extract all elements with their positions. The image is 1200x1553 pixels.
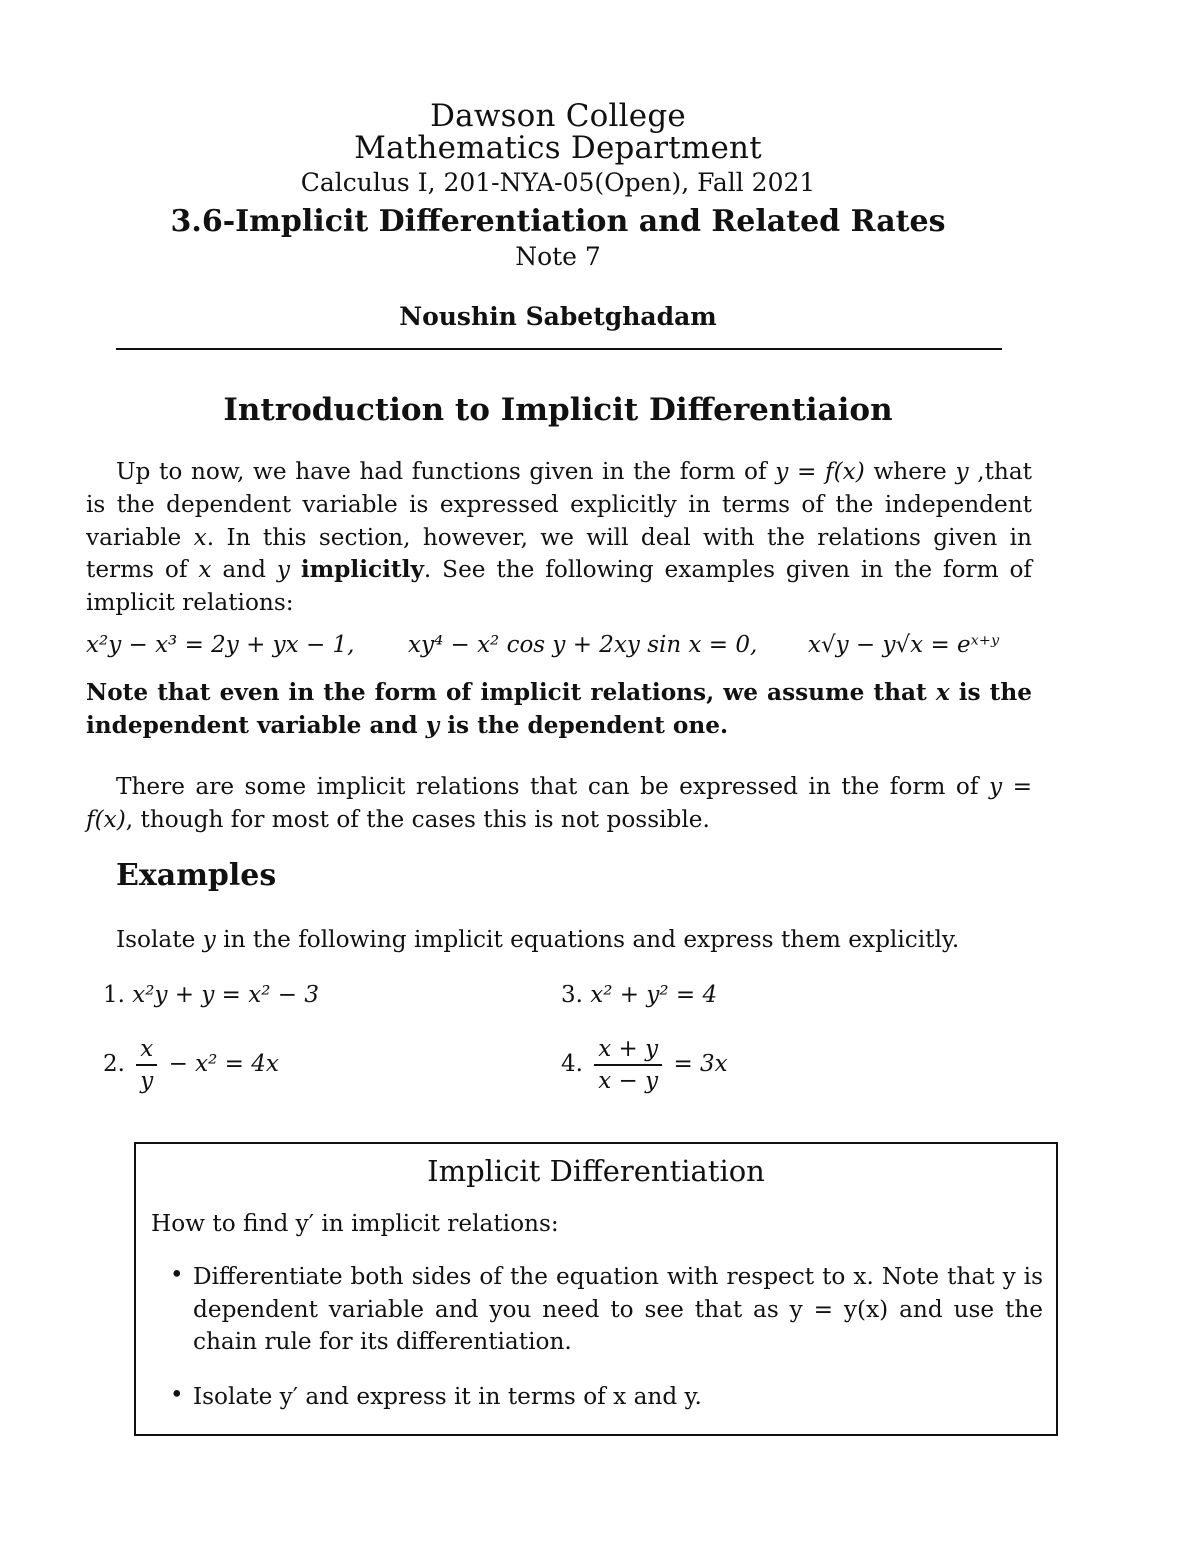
box-intro: How to find y′ in implicit relations: [151, 1210, 559, 1237]
relation-2: xy⁴ − x² cos y + 2xy sin x = 0, [408, 632, 758, 658]
implicit-relations-row [86, 632, 1032, 668]
note-number: Note 7 [515, 242, 601, 271]
explicit-possible-paragraph: There are some implicit relations that can be expressed in the form of y = f(x), though for most of the cases this is not possible. [86, 773, 1032, 833]
intro-heading: Introduction to Implicit Differentiaion [223, 392, 893, 428]
author: Noushin Sabetghadam [399, 302, 717, 331]
example-item: 2. $\frac{x}{y}$ − x² = 4x [103, 1036, 279, 1094]
box-title: Implicit Differentiation [427, 1154, 765, 1188]
bullet-icon: • [170, 1382, 184, 1408]
example-item: 4. $\frac{x + y}{x - y}$ = 3x [561, 1036, 728, 1094]
relation-3: x√y − y√x = eˣ⁺ʸ [808, 632, 1000, 658]
section-title: 3.6-Implicit Differentiation and Related Rates [170, 204, 946, 239]
intro-paragraph: Up to now, we have had functions given in the form of y = f(x) where y ,that is the dependent variable is expressed explicitly in terms of the independent variable x. In this section, however, we will deal with the relations given in terms of x and y implicitly. See the following examples given in the form of implicit relations: [86, 458, 1033, 617]
example-item: 3. x² + y² = 4 [561, 982, 718, 1008]
example-item: 1. x²y + y = x² − 3 [103, 982, 319, 1008]
institution: Dawson College [430, 98, 686, 134]
box-bullet-1: Differentiate both sides of the equation with respect to x. Note that y is dependent variable and you need to see that as y = y(x) and use the chain rule for its differentiation. [193, 1263, 1043, 1355]
examples-heading: Examples [116, 858, 277, 893]
fraction: $\frac{x}{y}$ [136, 1036, 157, 1094]
box-bullet-2: Isolate y′ and express it in terms of x and y. [193, 1383, 702, 1410]
fraction: $\frac{x + y}{x - y}$ [594, 1036, 662, 1094]
header-divider [116, 348, 1002, 350]
department: Mathematics Department [354, 130, 762, 166]
course-info: Calculus I, 201-NYA-05(Open), Fall 2021 [300, 168, 816, 197]
examples-instruction: Isolate y in the following implicit equations and express them explicitly. [116, 926, 960, 953]
relation-1: x²y − x³ = 2y + yx − 1, [86, 632, 355, 658]
bullet-icon: • [170, 1262, 184, 1288]
dependent-variable-note: Note that even in the form of implicit relations, we assume that x is the independent variable and y is the dependent one. [86, 679, 1032, 739]
